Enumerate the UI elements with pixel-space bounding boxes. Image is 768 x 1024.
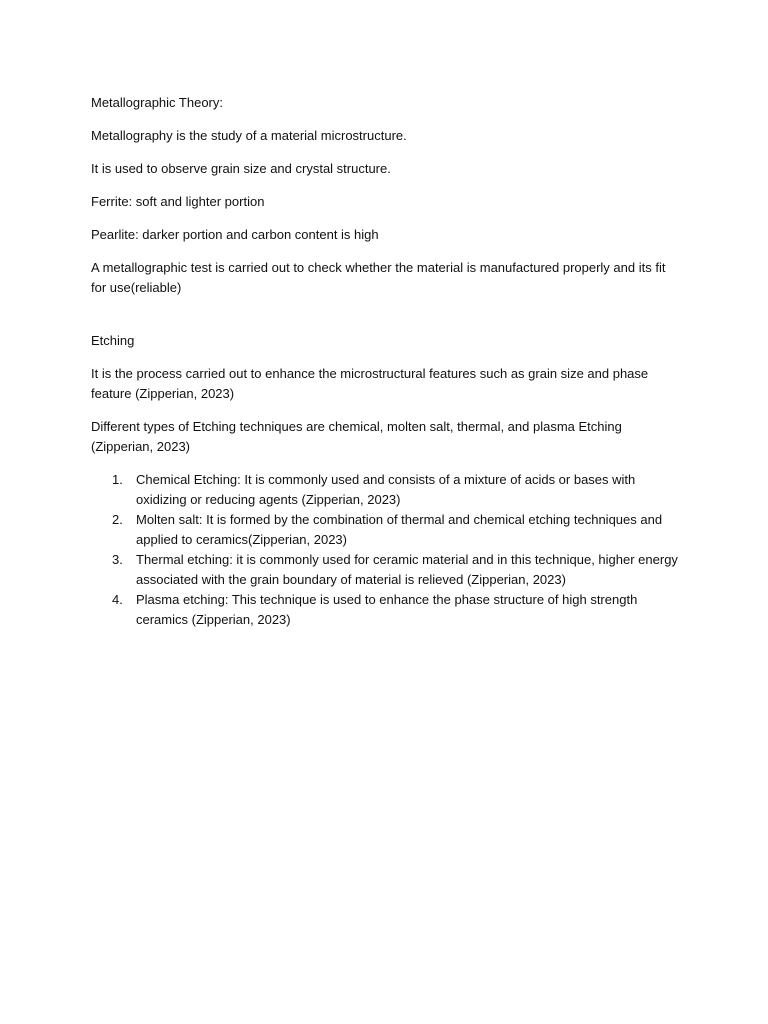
paragraph: Metallography is the study of a material microstructure. <box>91 128 407 143</box>
list-item <box>91 470 683 510</box>
list-item-text: Plasma etching: This technique is used to enhance the phase structure of high strength ceramics (Zipperian, 2023) <box>136 592 638 627</box>
blank-line <box>91 311 683 331</box>
document-body <box>91 93 683 630</box>
list-item <box>91 590 683 630</box>
list-item-text: Thermal etching: it is commonly used for ceramic material and in this technique, higher energy associated with the grain boundary of material is relieved (Zipperian, 2023) <box>136 552 678 587</box>
list-item-number: 3. <box>112 552 123 567</box>
paragraph: It is the process carried out to enhance the microstructural features such as grain size and phase feature (Zipperian, 2023) <box>91 366 649 401</box>
paragraph: Pearlite: darker portion and carbon content is high <box>91 227 379 242</box>
paragraph: Different types of Etching techniques are chemical, molten salt, thermal, and plasma Etching (Zipperian, 2023) <box>91 419 622 454</box>
paragraph: It is used to observe grain size and crystal structure. <box>91 161 391 176</box>
list-item-text: Chemical Etching: It is commonly used and consists of a mixture of acids or bases with oxidizing or reducing agents (Zipperian, 2023) <box>136 472 636 507</box>
paragraph: Ferrite: soft and lighter portion <box>91 194 265 209</box>
section-heading-etching: Etching <box>91 333 135 348</box>
list-item-number: 1. <box>112 472 123 487</box>
section-heading-theory: Metallographic Theory: <box>91 95 223 110</box>
list-item-text: Molten salt: It is formed by the combination of thermal and chemical etching techniques and applied to ceramics(Zipperian, 2023) <box>136 512 663 547</box>
list-item <box>91 510 683 550</box>
list-item <box>91 550 683 590</box>
etching-techniques-list <box>91 470 683 630</box>
list-item-number: 4. <box>112 592 123 607</box>
paragraph: A metallographic test is carried out to check whether the material is manufactured properly and its fit for use(reliable) <box>91 260 666 295</box>
list-item-number: 2. <box>112 512 123 527</box>
